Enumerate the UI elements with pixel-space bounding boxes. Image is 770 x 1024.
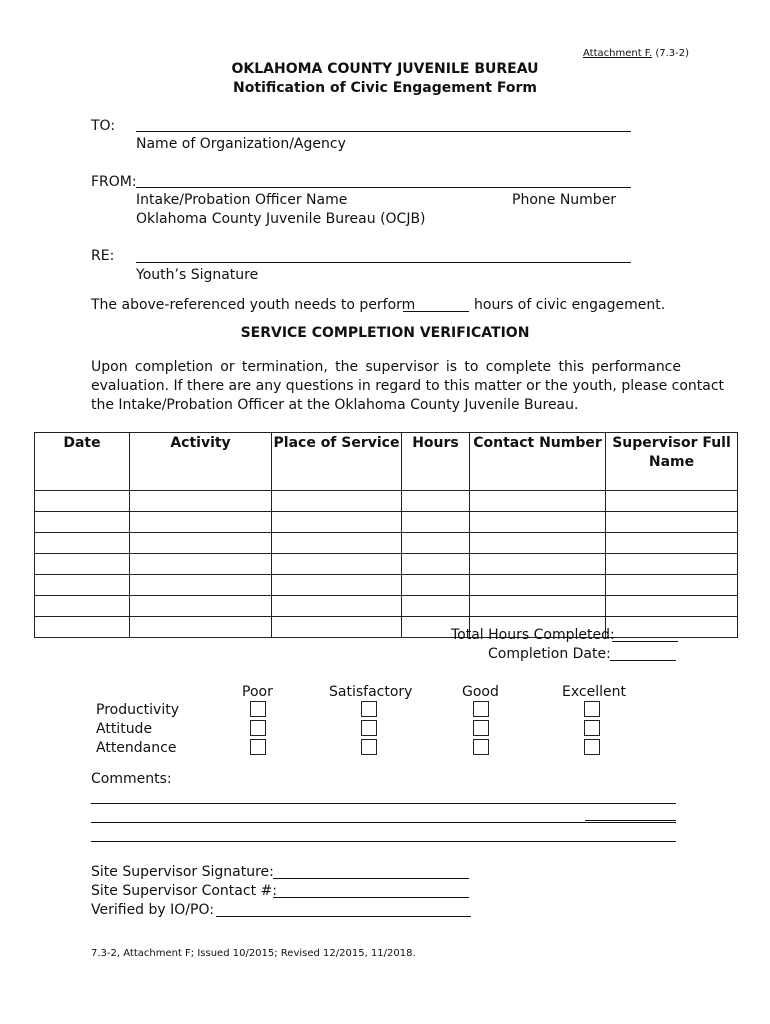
table-cell[interactable]	[35, 533, 130, 554]
checkbox-attendance-satisfactory[interactable]	[361, 739, 377, 755]
site-supervisor-contact-line[interactable]	[273, 897, 469, 898]
total-hours-label: Total Hours Completed:	[451, 627, 615, 643]
table-cell[interactable]	[470, 554, 606, 575]
rating-excellent-label: Excellent	[562, 684, 626, 700]
checkbox-productivity-poor[interactable]	[250, 701, 266, 717]
table-cell[interactable]	[606, 491, 738, 512]
from-bureau-caption: Oklahoma County Juvenile Bureau (OCJB)	[136, 211, 426, 227]
re-caption: Youth’s Signature	[136, 267, 259, 283]
completion-date-label: Completion Date:	[488, 646, 611, 662]
table-cell[interactable]	[272, 533, 402, 554]
table-cell[interactable]	[470, 575, 606, 596]
table-cell[interactable]	[130, 554, 272, 575]
attachment-reference	[583, 48, 689, 59]
service-log-table	[34, 432, 738, 638]
hours-sentence-after: hours of civic engagement.	[474, 297, 666, 313]
to-caption: Name of Organization/Agency	[136, 136, 346, 152]
checkbox-attitude-satisfactory[interactable]	[361, 720, 377, 736]
table-row	[35, 533, 738, 554]
table-cell[interactable]	[606, 617, 738, 638]
header-hours: Hours	[402, 433, 470, 491]
table-cell[interactable]	[606, 575, 738, 596]
form-title: Notification of Civic Engagement Form	[233, 80, 537, 96]
from-officer-caption: Intake/Probation Officer Name	[136, 192, 348, 208]
site-supervisor-signature-line[interactable]	[273, 878, 469, 879]
from-input-line[interactable]	[136, 187, 631, 188]
footer-revision-note: 7.3-2, Attachment F; Issued 10/2015; Revised 12/2015, 11/2018.	[91, 948, 416, 959]
checkbox-productivity-satisfactory[interactable]	[361, 701, 377, 717]
table-cell[interactable]	[402, 512, 470, 533]
table-cell[interactable]	[402, 533, 470, 554]
table-cell[interactable]	[130, 596, 272, 617]
table-row	[35, 491, 738, 512]
checkbox-attitude-excellent[interactable]	[584, 720, 600, 736]
hours-sentence-before: The above-referenced youth needs to perform	[91, 297, 416, 313]
hours-input-line[interactable]	[403, 311, 469, 312]
criterion-attitude: Attitude	[96, 721, 153, 737]
table-header-row	[35, 433, 738, 491]
re-label: RE:	[91, 248, 115, 264]
header-date: Date	[35, 433, 130, 491]
table-row	[35, 512, 738, 533]
verified-by-line[interactable]	[216, 916, 471, 917]
table-cell[interactable]	[272, 575, 402, 596]
re-input-line[interactable]	[136, 262, 631, 263]
table-cell[interactable]	[130, 617, 272, 638]
table-cell[interactable]	[606, 512, 738, 533]
verified-by-label: Verified by IO/PO:	[91, 902, 214, 918]
table-cell[interactable]	[130, 512, 272, 533]
table-row	[35, 617, 738, 638]
site-supervisor-signature-label: Site Supervisor Signature:	[91, 864, 274, 880]
to-input-line[interactable]	[136, 131, 631, 132]
criterion-attendance: Attendance	[96, 740, 177, 756]
verification-text-line2: evaluation. If there are any questions in regard to this matter or the youth, please contact	[91, 378, 725, 394]
checkbox-attendance-poor[interactable]	[250, 739, 266, 755]
rating-satisfactory-label: Satisfactory	[329, 684, 413, 700]
rating-poor-label: Poor	[242, 684, 273, 700]
table-cell[interactable]	[606, 554, 738, 575]
to-label: TO:	[91, 118, 116, 134]
table-cell[interactable]	[272, 512, 402, 533]
completion-date-input-line[interactable]	[610, 660, 676, 661]
table-cell[interactable]	[130, 575, 272, 596]
table-cell[interactable]	[35, 575, 130, 596]
table-cell[interactable]	[402, 491, 470, 512]
agency-title: OKLAHOMA COUNTY JUVENILE BUREAU	[231, 61, 539, 77]
table-cell[interactable]	[35, 617, 130, 638]
header-contact-number: Contact Number	[470, 433, 606, 491]
table-cell[interactable]	[402, 575, 470, 596]
table-cell[interactable]	[606, 596, 738, 617]
comments-label: Comments:	[91, 771, 172, 787]
table-cell[interactable]	[402, 554, 470, 575]
table-cell[interactable]	[470, 491, 606, 512]
table-cell[interactable]	[402, 596, 470, 617]
site-supervisor-contact-label: Site Supervisor Contact #:	[91, 883, 277, 899]
table-cell[interactable]	[606, 533, 738, 554]
table-cell[interactable]	[272, 617, 402, 638]
attachment-link[interactable]: Attachment F.	[583, 48, 653, 59]
checkbox-attendance-excellent[interactable]	[584, 739, 600, 755]
table-cell[interactable]	[470, 512, 606, 533]
table-cell[interactable]	[272, 491, 402, 512]
comments-line-3[interactable]	[91, 841, 676, 842]
checkbox-productivity-excellent[interactable]	[584, 701, 600, 717]
table-cell[interactable]	[35, 491, 130, 512]
checkbox-productivity-good[interactable]	[473, 701, 489, 717]
verification-heading: SERVICE COMPLETION VERIFICATION	[240, 325, 530, 341]
table-cell[interactable]	[130, 491, 272, 512]
table-cell[interactable]	[470, 596, 606, 617]
table-cell[interactable]	[272, 554, 402, 575]
table-cell[interactable]	[35, 512, 130, 533]
total-hours-input-line[interactable]	[612, 641, 678, 642]
verification-text-line1: Upon completion or termination, the supervisor is to complete this performance	[91, 359, 681, 375]
table-cell[interactable]	[35, 554, 130, 575]
table-row	[35, 575, 738, 596]
comments-line-2[interactable]	[91, 822, 676, 823]
attachment-ref: (7.3-2)	[655, 48, 690, 59]
table-cell[interactable]	[470, 533, 606, 554]
checkbox-attendance-good[interactable]	[473, 739, 489, 755]
comments-line-2-overlay	[585, 820, 676, 821]
checkbox-attitude-poor[interactable]	[250, 720, 266, 736]
criterion-productivity: Productivity	[96, 702, 179, 718]
table-cell[interactable]	[272, 596, 402, 617]
table-cell[interactable]	[130, 533, 272, 554]
header-activity: Activity	[130, 433, 272, 491]
rating-good-label: Good	[462, 684, 499, 700]
comments-line-1[interactable]	[91, 803, 676, 804]
table-cell[interactable]	[35, 596, 130, 617]
checkbox-attitude-good[interactable]	[473, 720, 489, 736]
verification-text-line3: the Intake/Probation Officer at the Oklahoma County Juvenile Bureau.	[91, 397, 579, 413]
table-row	[35, 596, 738, 617]
header-supervisor-name: Supervisor Full Name	[606, 433, 738, 491]
from-phone-caption: Phone Number	[512, 192, 617, 208]
table-row	[35, 554, 738, 575]
header-place-of-service: Place of Service	[272, 433, 402, 491]
from-label: FROM:	[91, 174, 137, 190]
